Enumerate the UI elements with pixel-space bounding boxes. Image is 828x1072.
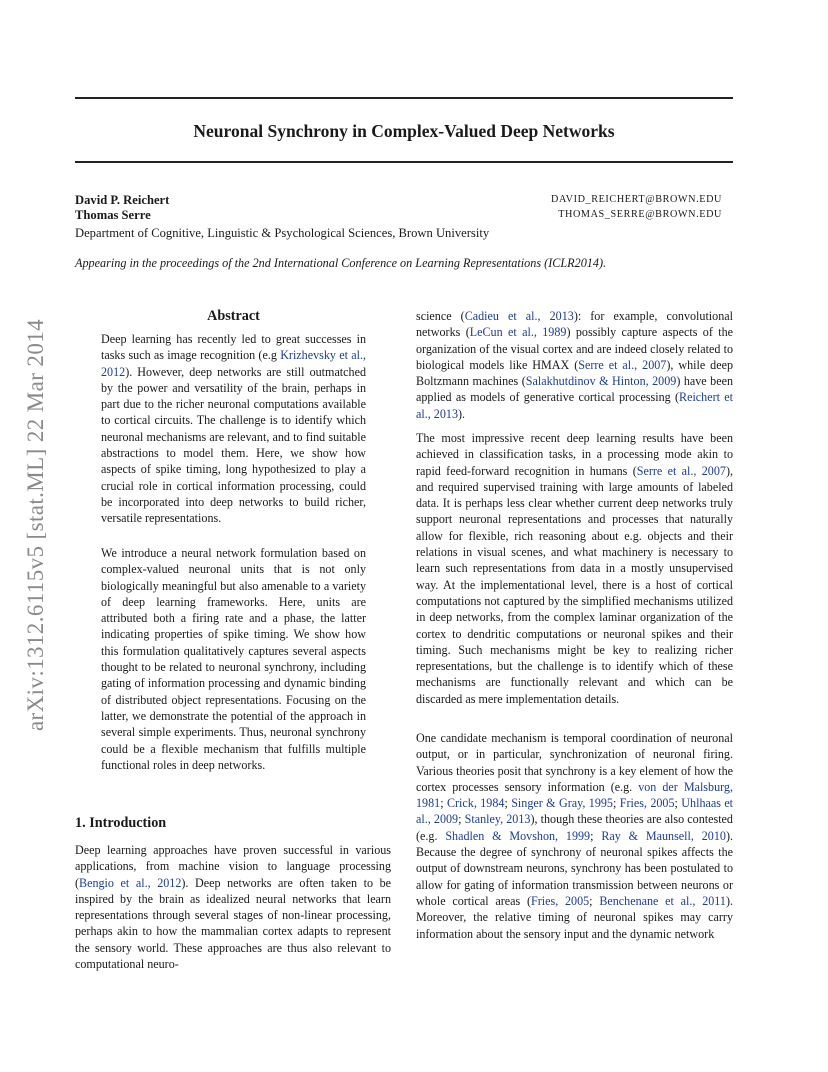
citation-link[interactable]: Fries, 2005 [531, 893, 590, 908]
intro-col2-paragraph-3: One candidate mechanism is temporal coordination of neuronal output, or in particular, synchronization of neuronal firing. Various theories posit that synchrony is a key element of how the cortex processes sensory information (e.g. von der Malsburg, 1981; Crick, 1984; Singer & Gray, 1995; Fries, 2005; Uhlhaas et al., 2009; Stanley, 2013), though these theories are also contested (e.g. Shadlen & Movshon, 1999; Ray & Maunsell, 2010). Because the degree of synchrony of neuronal spikes affects the output of downstream neurons, synchrony has been postulated to allow for gating of information transmission between neurons or whole cortical areas (Fries, 2005; Benchenane et al., 2011). Moreover, the relative timing of neuronal spikes may carry information about the sensory input and the dynamic network [416, 731, 734, 941]
citation-link[interactable]: Cadieu et al., 2013 [464, 309, 574, 323]
citation-link[interactable]: Krizhevsky et al., 2012 [101, 348, 366, 379]
affiliation: Department of Cognitive, Linguistic & Psychological Sciences, Brown University [75, 226, 490, 240]
citation-link[interactable]: Crick, 1984 [446, 796, 505, 811]
abstract-heading: Abstract [207, 308, 260, 324]
arxiv-stamp: arXiv:1312.6115v5 [stat.ML] 22 Mar 2014 [23, 318, 48, 732]
citation-link[interactable]: Shadlen & Movshon, 1999 [445, 828, 591, 843]
title-bottom-rule [75, 161, 733, 163]
paper-title: Neuronal Synchrony in Complex-Valued Deep Networks [193, 121, 615, 141]
citation-link[interactable]: Serre et al., 2007 [636, 463, 726, 478]
author-name-2: Thomas Serre [75, 208, 151, 222]
citation-link[interactable]: Bengio et al., 2012 [79, 875, 182, 890]
citation-link[interactable]: Uhlhaas et al., 2009 [416, 796, 734, 827]
citation-link[interactable]: Singer & Gray, 1995 [511, 796, 613, 811]
top-rule [75, 97, 733, 99]
author-email-2[interactable]: THOMAS_SERRE@BROWN.EDU [558, 209, 722, 220]
citation-link[interactable]: Salakhutdinov & Hinton, 2009 [525, 374, 677, 389]
citation-link[interactable]: Fries, 2005 [619, 796, 675, 811]
intro-col2-paragraph-1: science (Cadieu et al., 2013): for example, convolutional networks (LeCun et al., 1989) possibly capture aspects of the organization of the visual cortex and are indeed closely related to biological models like HMAX (Serre et al., 2007), while deep Boltzmann machines (Salakhutdinov & Hinton, 2009) have been applied as models of generative cortical processing (Reichert et al., 2013). [416, 309, 734, 421]
citation-link[interactable]: Reichert et al., 2013 [416, 390, 733, 421]
citation-link[interactable]: Benchenane et al., 2011 [599, 893, 726, 908]
intro-paragraph-1: Deep learning approaches have proven successful in various applications, from machine vision to language processing (Bengio et al., 2012). Deep networks are often taken to be inspired by the brain as idealized neural networks that learn representations through several stages of non-linear processing, perhaps akin to how the mammalian cortex adapts to represent the sensory world. These approaches are thus also relevant to computational neuro- [75, 843, 391, 972]
citation-link[interactable]: Serre et al., 2007 [578, 357, 667, 372]
citation-link[interactable]: von der Malsburg, 1981 [416, 779, 733, 811]
venue-note: Appearing in the proceedings of the 2nd International Conference on Learning Representations (ICLR2014). [75, 256, 607, 270]
abstract-paragraph-2: We introduce a neural network formulation based on complex-valued neuronal units that is not only biologically meaningful but also amenable to a variety of deep learning frameworks. Here, units are attributed both a firing rate and a phase, the latter indicating properties of spike timing. We show how this formulation qualitatively captures several aspects thought to be related to neuronal synchrony, including gating of information processing and dynamic binding of distributed object representations. Focusing on the latter, we demonstrate the potential of the approach in several simple experiments. Thus, neuronal synchrony could be a flexible mechanism that fulfills multiple functional roles in deep networks. [101, 546, 366, 772]
section-heading-introduction: 1. Introduction [75, 815, 167, 831]
intro-col2-paragraph-2: The most impressive recent deep learning results have been achieved in classification tasks, in a processing mode akin to rapid feed-forward recognition in humans (Serre et al., 2007), and required supervised training with large amounts of labeled data. It is perhaps less clear whether current deep networks truly support neuronal representations and processes that naturally allow for flexible, rich reasoning about e.g. objects and their relations in visual scenes, and what machinery is necessary to learn such representations from data in a mostly unsupervised way. At the implementational level, there is a host of cortical computations not captured by the simplified mechanisms utilized in deep networks, from the complex laminar organization of the cortex to dendritic computations or neuronal spikes and their timing. Such mechanisms might be key to realizing richer representations, but the challenge is to identify which of these mechanisms are functionally relevant and which can be discarded as mere implementation details. [416, 431, 734, 706]
citation-link[interactable]: Ray & Maunsell, 2010 [601, 828, 726, 843]
abstract-paragraph-1: Deep learning has recently led to great successes in tasks such as image recognition (e.g Krizhevsky et al., 2012). However, deep networks are still outmatched by the power and versatility of the brain, perhaps in part due to the richer neuronal computations available to cortical circuits. The challenge is to identify which neuronal mechanisms are relevant, and to find suitable abstractions to model them. Here, we show how aspects of spike timing, long hypothesized to play a crucial role in cortical information processing, could be incorporated into deep networks to build richer, versatile representations. [101, 332, 366, 526]
author-email-1[interactable]: DAVID_REICHERT@BROWN.EDU [551, 194, 722, 205]
citation-link[interactable]: LeCun et al., 1989 [469, 325, 567, 340]
citation-link[interactable]: Stanley, 2013 [464, 812, 531, 827]
author-name-1: David P. Reichert [75, 193, 170, 207]
